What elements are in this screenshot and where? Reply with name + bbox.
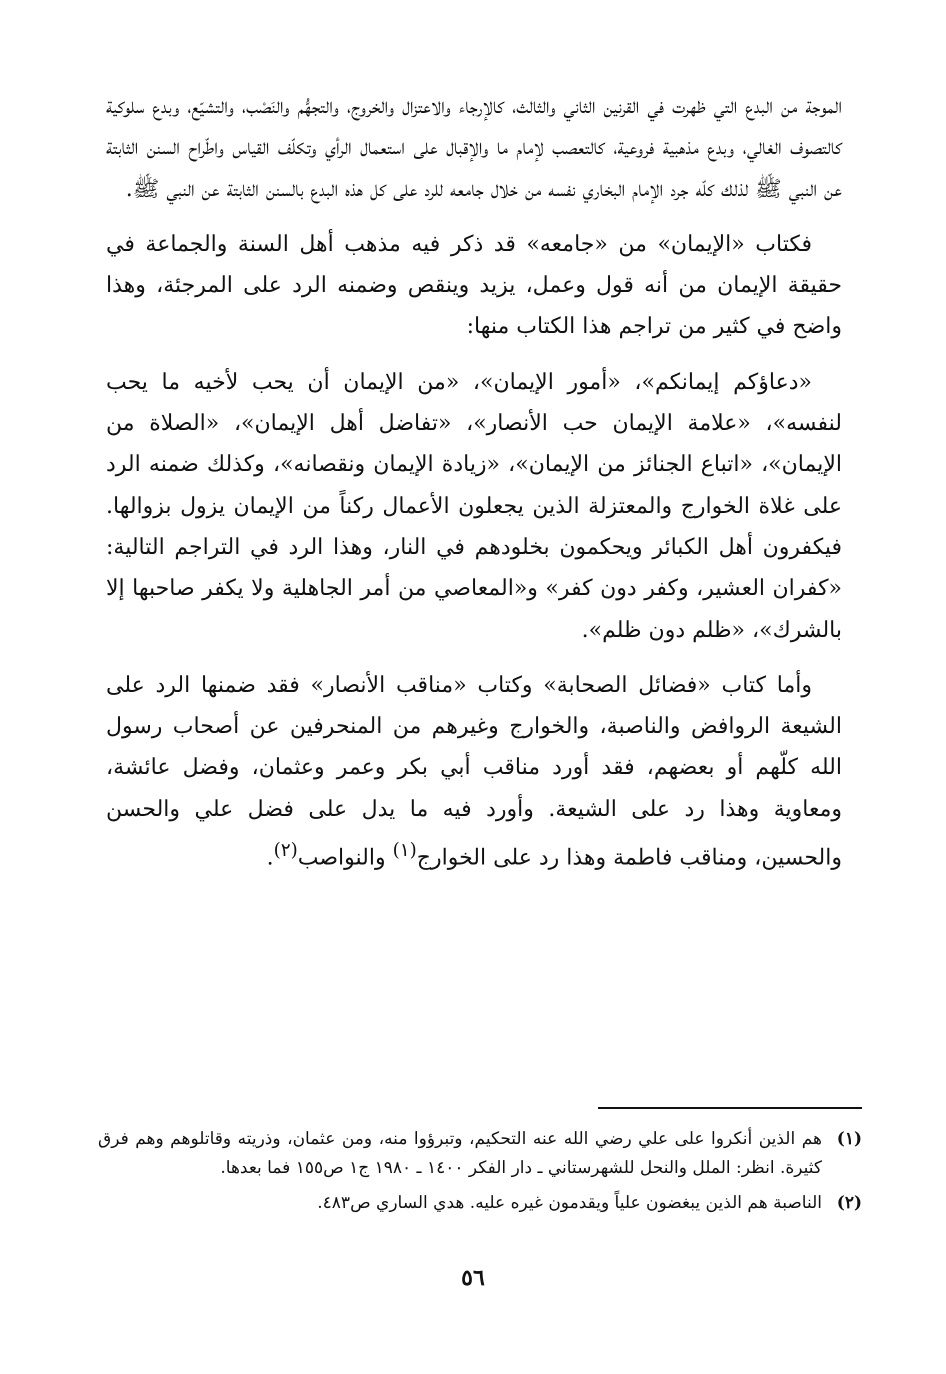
footnote-2-number: (٢) xyxy=(836,1193,862,1213)
paragraph-book-of-faith: فكتاب «الإيمان» من «جامعه» قد ذكر فيه مذهب أهل السنة والجماعة في حقيقة الإيمان من أنه قول وعمل، يزيد وينقص وضمنه الرد على المرجئة، وهذا واضح في كثير من تراجم هذا الكتاب منها: xyxy=(106,231,842,340)
footnotes xyxy=(98,1125,862,1225)
footnote-2-text: الناصبة هم الذين يبغضون علياً ويقدمون غيره عليه. هدي الساري ص٤٨٣. xyxy=(317,1193,822,1213)
nawasib-word: والنواصب xyxy=(297,845,393,871)
footnote-ref-1[interactable]: (١) xyxy=(392,840,417,862)
footnote-1-number: (١) xyxy=(836,1129,862,1149)
footnote-ref-2[interactable]: (٢) xyxy=(273,840,298,862)
footnote-1 xyxy=(98,1125,862,1182)
kharijites-word: الخوارج xyxy=(416,845,487,871)
paragraph-chapter-titles: «دعاؤكم إيمانكم»، «أمور الإيمان»، «من الإيمان أن يحب لأخيه ما يحب لنفسه»، «علامة الإيمان حب الأنصار»، «تفاضل أهل الإيمان»، «الصلاة من الإيمان»، «اتباع الجنائز من الإيمان»، «زيادة الإيمان ونقصانه»، وكذلك ضمنه الرد على غلاة الخوارج والمعتزلة الذين يجعلون الأعمال ركناً من الإيمان يزول بزوالها. فيكفرون أهل الكبائر ويحكمون بخلودهم في النار، وهذا الرد في التراجم التالية: «كفران العشير، وكفر دون كفر» و«المعاصي من أمر الجاهلية ولا يكفر صاحبها إلا بالشرك»، «ظلم دون ظلم». xyxy=(106,369,842,643)
paragraph-end-mark: . xyxy=(266,845,274,871)
footnote-2 xyxy=(98,1189,862,1218)
paragraph-companions-body: وأما كتاب «فضائل الصحابة» وكتاب «مناقب الأنصار» فقد ضمنها الرد على الشيعة الروافض والناصبة، والخوارج وغيرهم من المنحرفين عن أصحاب رسول الله كلّهم أو بعضهم، فقد أورد مناقب أبي بكر وعمر وعثمان، وفضل عائشة، ومعاوية وهذا رد على الشيعة. وأورد فيه ما يدل على فضل علي والحسن والحسين، ومناقب فاطمة وهذا رد على xyxy=(106,672,842,871)
page-number: ٥٦ xyxy=(461,1265,485,1291)
footnote-1-text: هم الذين أنكروا على علي رضي الله عنه التحكيم، وتبرؤوا منه، ومن عثمان، وذريته وقاتلوهم وهم فرق كثيرة. انظر: الملل والنحل للشهرستاني ـ دار الفكر ١٤٠٠ ـ ١٩٨٠ ج١ ص١٥٥ فما بعدها. xyxy=(98,1129,822,1178)
main-text xyxy=(106,86,842,879)
footnote-separator xyxy=(598,1107,862,1109)
paragraph-companions-virtues xyxy=(106,665,842,879)
paragraph-innovations: الموجة من البدع التي ظهرت في القرنين الثاني والثالث، كالإرجاء والاعتزال والخروج، والتجهُّم والنَصْب، والتشيّع، وبدع سلوكية كالتصوف الغالي، وبدع مذهبية فروعية، كالتعصب لإمام ما والإقبال على استعمال الرأي وتكلّف القياس واطّراح السنن الثابتة عن النبي ﷺ لذلك كلّه جرد الإمام البخاري نفسه من خلال جامعه للرد على كل هذه البدع بالسنن الثابتة عن النبي ﷺ. xyxy=(106,94,842,202)
